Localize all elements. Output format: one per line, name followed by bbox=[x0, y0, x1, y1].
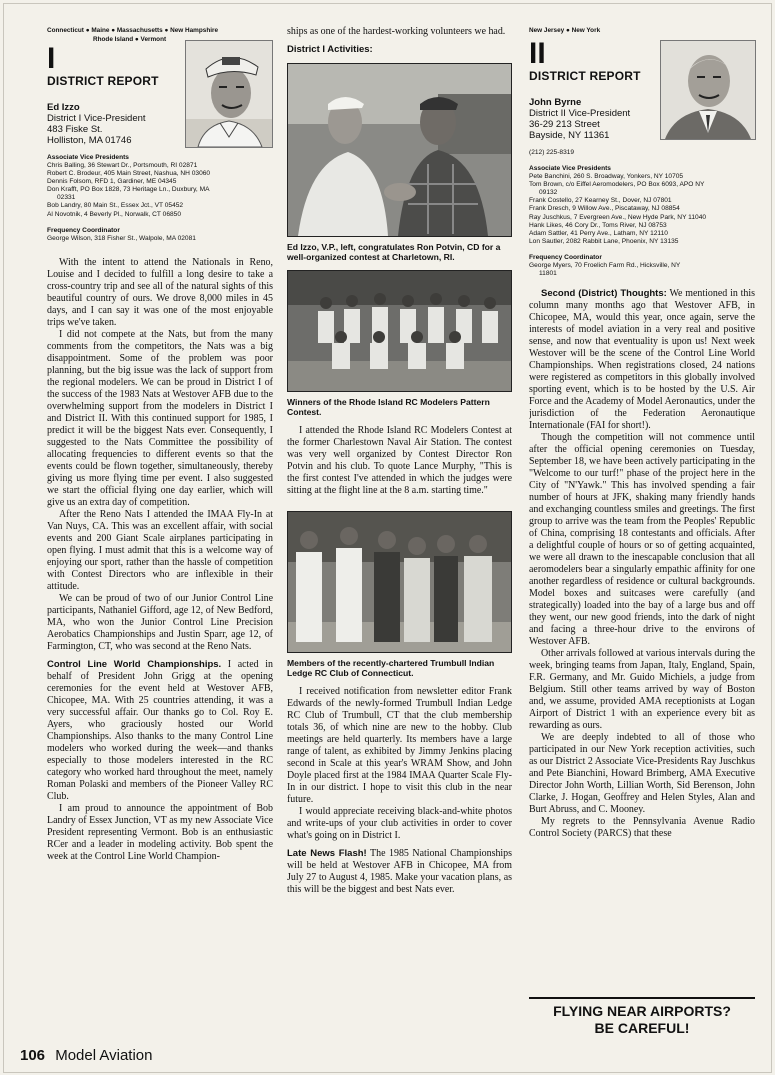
assoc-vp-line: Lon Sautler, 2082 Rabbit Lane, Phoenix, NY 13135 bbox=[529, 237, 679, 245]
paragraph bbox=[529, 288, 755, 432]
page-number: 106 bbox=[20, 1047, 46, 1064]
assoc-vp-line: Dennis Folsom, RFD 1, Gardiner, ME 04345 bbox=[47, 178, 177, 186]
assoc-vp-heading: Associate Vice Presidents bbox=[529, 165, 611, 173]
assoc-vp-list bbox=[529, 173, 755, 246]
section-lead: Second (District) Thoughts: bbox=[541, 288, 667, 300]
assoc-vp-line: Robert C. Brodeur, 405 Main Street, Nashua, NH 03060 bbox=[47, 170, 211, 178]
freq-coord-line: 11801 bbox=[539, 270, 557, 278]
states-line: Connecticut ● Maine ● Massachusetts ● New Hampshire bbox=[47, 27, 219, 34]
assoc-vp-list bbox=[47, 162, 273, 219]
vp-address: Holliston, MA 01746 bbox=[47, 135, 132, 146]
paragraph-text: The 1985 National Championships will be held at Westover AFB in Chicopee, MA from July 27 to August 4, 1985. Make your vacation plans, as this will be the biggest and best Nats ever. bbox=[287, 848, 512, 895]
paragraph: We can be proud of two of our Junior Control Line participants, Nathaniel Gifford, age 12, of New Bedford, MA, who won the Junior Control Line Precision Aerobatics Championships and Justin Sparr, age 12, of Farmington, CT, who was second at the Reno Nats. bbox=[47, 592, 273, 652]
magazine-name: Model Aviation bbox=[55, 1047, 153, 1064]
paragraph: After the Reno Nats I attended the IMAA Fly-In at Van Nuys, CA. This was an excellent affair, with social events and 200 Giant Scale airplanes participating in open flying. I must admit that this is a welcome way of enjoying our sport, rather than the hassle of competition with Contest Directors who are inflexible in their attitude. bbox=[47, 508, 273, 592]
assoc-vp-line: 09132 bbox=[539, 189, 558, 197]
paragraph: With the intent to attend the Nationals in Reno, Louise and I decided to fulfill a long desire to take a cross-country trip and see all of the natural sights of this beautiful country of ours. We drove 8,000 miles in 45 days, and I can say it was one of the most enjoyable trips we've taken. bbox=[47, 256, 273, 328]
district-numeral: I bbox=[47, 42, 56, 75]
john-byrne-portrait bbox=[660, 40, 756, 140]
district-report-title: DISTRICT REPORT bbox=[47, 74, 159, 88]
assoc-vp-line: Al Novotnik, 4 Beverly Pl., Norwalk, CT 06850 bbox=[47, 210, 182, 218]
assoc-vp-line: Chris Balling, 36 Stewart Dr., Portsmouth, RI 02871 bbox=[47, 162, 198, 169]
portrait-image bbox=[186, 41, 272, 147]
portrait-image bbox=[661, 41, 755, 139]
handshake-image bbox=[288, 64, 511, 236]
section-lead: Control Line World Championships. bbox=[47, 658, 222, 670]
assoc-vp-line: Frank Dresch, 9 Willow Ave., Piscataway, NJ 08854 bbox=[529, 205, 680, 213]
paragraph: Though the competition will not commence until after the official opening ceremonies on Tuesday, September 18, we have been actively participating in the "Welcome to our turf!" phase of the project here in the City of "N'Yawk." This has involved spending a fair number of hours at JFK, shaking many friendly hands and exchanging countless smiles and greetings. The first group to arrive was the team from the Peoples' Republic of China, comprising 18 contestants and officials. After a delightful couple of hours or so of getting acquainted, we were all drawn to the inescapable conclusion that all aeromodelers bear a singularly empathic affinity for one another regardless of residence or cultural backgrounds. Model boxes and suitcases were carefully (and strategically) loaded into the bay of a large bus and off they went, our new good friends, into the dark of night and facing a three-hour drive to the environs of Westover AFB. bbox=[529, 432, 755, 648]
freq-coord-line: George Wilson, 318 Fisher St., Walpole, MA 02081 bbox=[47, 234, 196, 242]
vp-phone: (212) 225-8319 bbox=[529, 149, 575, 156]
paragraph: I received notification from newsletter editor Frank Edwards of the newly-formed Trumbull Indian Ledge RC Club of Trumbull, CT that the club membership totals 36, of which nine are new to the hobby. Club meetings are held quarterly. Its members have a large range of talent, as exhibited by Jimmy Jenkins placing second in Scale at this year's WRAM Show, and John Doyle placed first at the 1984 IMAA Quarter Scale Fly-In in our district. I hope to visit this club in the near future. bbox=[287, 686, 512, 805]
assoc-vp-line: Adam Sattler, 41 Perry Ave., Latham, NY 12110 bbox=[529, 229, 668, 237]
vp-title: District II Vice-President bbox=[529, 108, 631, 119]
pattern-winners-image bbox=[288, 271, 511, 391]
vp-title: District I Vice-President bbox=[47, 113, 146, 124]
paragraph: I attended the Rhode Island RC Modelers Contest at the former Charlestown Naval Air Station. The contest was very well organized by Contest Director Ron Potvin and his club. To quote Lance Murphy, "This is the first contest I've attended in which the judges were sitting at the flight line at the 8 a.m. starting time." bbox=[287, 425, 512, 496]
assoc-vp-line: Frank Costello, 27 Kearney St., Dover, NJ 07801 bbox=[529, 197, 672, 205]
banner-line: BE CAREFUL! bbox=[594, 1020, 690, 1036]
freq-coord-heading: Frequency Coordinator bbox=[47, 226, 120, 234]
assoc-vp-line: 02331 bbox=[57, 194, 76, 202]
vp-address: Bayside, NY 11361 bbox=[529, 130, 610, 141]
photo-trumbull-club bbox=[287, 511, 512, 653]
paragraph bbox=[287, 848, 512, 896]
safety-banner bbox=[529, 997, 755, 1040]
vp-name: John Byrne bbox=[529, 97, 582, 108]
district-numeral: II bbox=[529, 37, 546, 70]
page-footer bbox=[20, 1047, 153, 1064]
freq-coord-line: George Myers, 70 Froelich Farm Rd., Hicksville, NY bbox=[529, 261, 681, 269]
assoc-vp-line: Hank Likes, 46 Cory Dr., Toms River, NJ 08753 bbox=[529, 221, 667, 229]
caption-pattern-winners: Winners of the Rhode Island RC Modelers Pattern Contest. bbox=[287, 397, 490, 417]
assoc-vp-line: Bob Landry, 80 Main St., Essex Jct., VT 05452 bbox=[47, 202, 184, 210]
paragraph: ships as one of the hardest-working volunteers we had. bbox=[287, 26, 506, 37]
vp-address: 36-29 213 Street bbox=[529, 119, 600, 130]
vp-address: 483 Fiske St. bbox=[47, 124, 103, 135]
section-lead: Late News Flash! bbox=[287, 848, 367, 859]
vp-name: Ed Izzo bbox=[47, 102, 80, 113]
paragraph: Other arrivals followed at various intervals during the week, bringing teams from Japan, Italy, England, Spain, F.R. Germany, and Mr. Guido Michiels, a judge from Belgium. Still other teams arrived by way of Boston and, we assume, provided AMA receptionists at Logan Airport of District 1 with an experience every bit as rewarding as ours. bbox=[529, 648, 755, 732]
paragraph: I am proud to announce the appointment of Bob Landry of Essex Junction, VT as my new Associate Vice President representing Vermont. Bob is an enthusiastic RCer and a leader in modeling activity. Bob spent the week at the Control Line World Champion- bbox=[47, 802, 273, 862]
paragraph: I did not compete at the Nats, but from the many comments from the competitors, the Nats was a big disappointment. Some of the problem was poor planning, but the big issue was the lack of support from the regional modelers. We can be proud in District I of the success of the 1983 Nats at Westover AFB due to the overwhelming support from the modelers in District I and District II. With this continued support for 1985, I predict it will be the biggest Nats ever. Consequently, I suggested to the Nats Committee the possibility of allocating frequencies to different events so that the events could be flown together, simultaneously, thereby giving us more flying time per event. I also suggested we start the official flying one day earlier, which will give us an extra day of competition. bbox=[47, 328, 273, 508]
assoc-vp-line: Don Krafft, PO Box 1828, 73 Heritage Ln., Duxbury, MA bbox=[47, 186, 210, 194]
assoc-vp-line: Pete Banchini, 260 S. Broadway, Yonkers, NY 10705 bbox=[529, 173, 684, 181]
paragraph: We are deeply indebted to all of those who participated in our New York reception activities, such as our District 2 Associate Vice-Presidents Ray Juschkus and Pete Bianchini, Howard Brimberg, AMA Executive Director John Worth, Lillian Worth, Sid Berenson, John Clarke, J. Hogan, Geoffrey and Helen Styles, Alan and Burt Abruss, and C. Mooney. bbox=[529, 732, 755, 816]
freq-coord-list bbox=[529, 262, 755, 278]
freq-coord-heading: Frequency Coordinator bbox=[529, 253, 602, 261]
caption-handshake: Ed Izzo, V.P., left, congratulates Ron Potvin, CD for a well-organized contest at Charletown, RI. bbox=[287, 242, 501, 262]
paragraph-text: I acted in behalf of President John Grigg at the opening ceremonies for the event held at Westover AFB, Chicopee, MA. With 25 countries attending, it was a very successful affair. Our thanks go to Col. Roy E. Ayers, who graciously hosted our World Championships. Also thanks to the many Control Line modelers who worked during the week—and thanks especially to those modelers interested in the RC category who worked hard throughout the meet, namely Roman Polaski and members of the Pioneer Valley RC Club. bbox=[47, 658, 273, 802]
trumbull-club-image bbox=[288, 512, 511, 652]
paragraph: I would appreciate receiving black-and-white photos and write-ups of your club activities in order to cover what's going on in District I. bbox=[287, 806, 512, 841]
activities-heading: District I Activities: bbox=[287, 44, 373, 55]
photo-handshake bbox=[287, 63, 512, 237]
district-1-column bbox=[47, 26, 273, 1046]
photo-pattern-winners bbox=[287, 270, 512, 392]
banner-line: FLYING NEAR AIRPORTS? bbox=[553, 1003, 731, 1019]
paragraph-text: We mentioned in this column many months ago that Westover AFB, in Chicopee, MA, would this year, once again, serve the interests of model aviation in a very real and positive sense, and now that eventuality is upon us! Next week Westover will be the scene of the Control Line World Championships. When registrations closed, 24 nations were registered as competitors in this globally involved sporting event, which is to be hosted by the U.S. Air Force and the Academy of Model Aeronautics, under the jurisdiction of the Federation Aeronautique Internationale (FAI for short!). bbox=[529, 288, 755, 432]
states-line: Rhode Island ● Vermont bbox=[93, 36, 167, 43]
assoc-vp-heading: Associate Vice Presidents bbox=[47, 154, 129, 161]
district-1-activities-column bbox=[287, 26, 512, 1046]
district-2-states: New Jersey ● New York bbox=[529, 27, 601, 34]
paragraph bbox=[47, 659, 273, 803]
assoc-vp-line: Tom Brown, c/o Eiffel Aeromodelers, PO Box 6093, APO NY bbox=[529, 181, 705, 189]
assoc-vp-line: Ray Juschkus, 7 Evergreen Ave., New Hyde Park, NY 11040 bbox=[529, 213, 707, 221]
caption-trumbull-club: Members of the recently-chartered Trumbull Indian Ledge RC Club of Connecticut. bbox=[287, 658, 495, 678]
district-report-title: DISTRICT REPORT bbox=[529, 69, 641, 83]
district-2-column bbox=[529, 26, 755, 1046]
paragraph: My regrets to the Pennsylvania Avenue Radio Control Society (PARCS) that these bbox=[529, 816, 755, 840]
ed-izzo-portrait bbox=[185, 40, 273, 148]
